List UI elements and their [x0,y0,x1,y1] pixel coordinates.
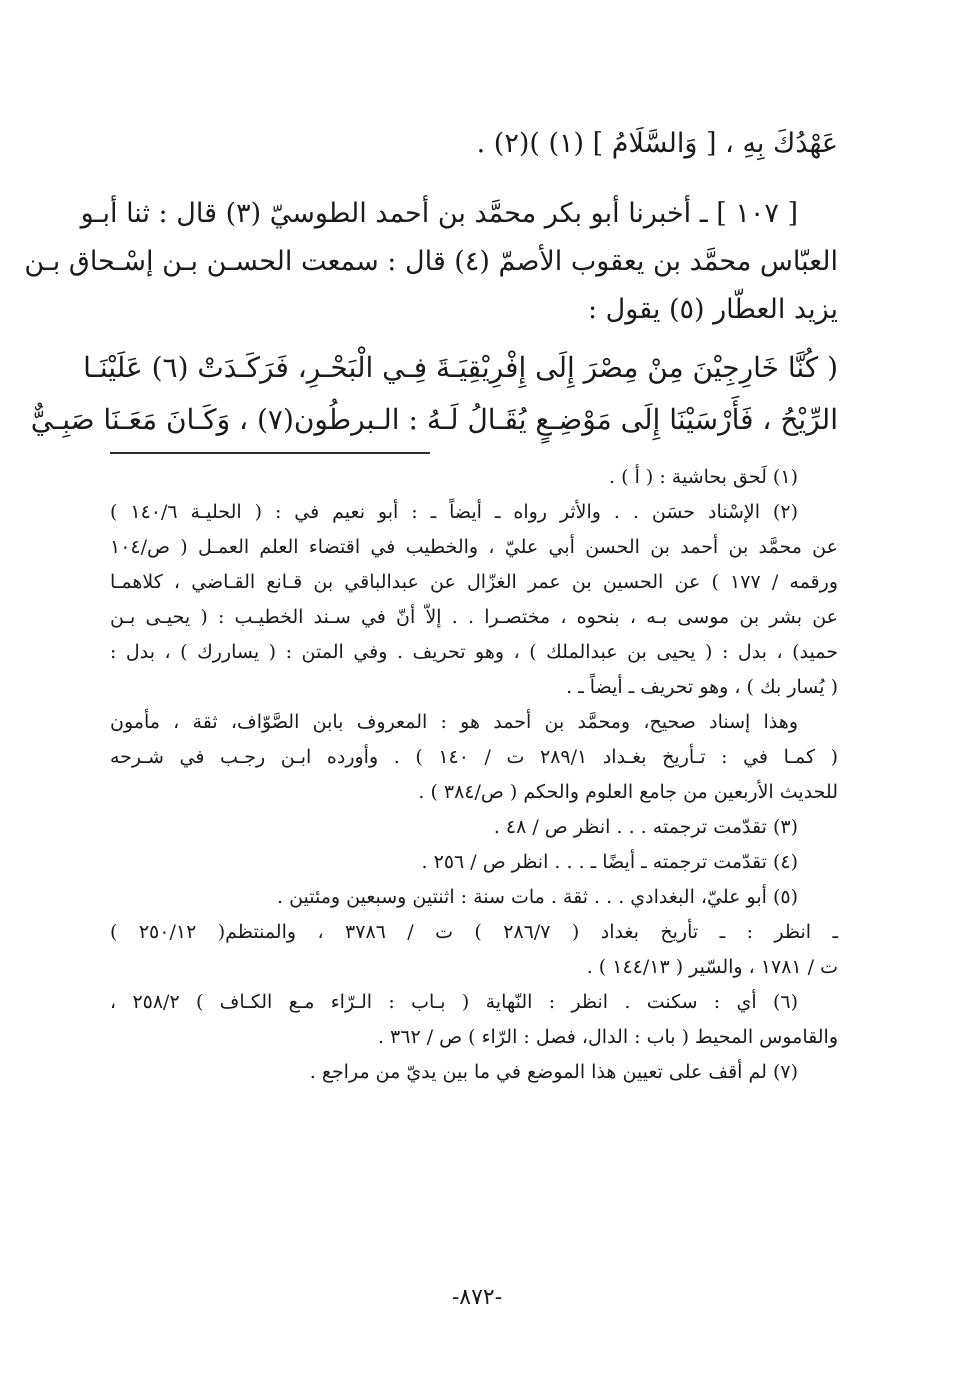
footnote-line: (٧) لم أقف على تعيين هذا الموضع في ما بين يديّ من مراجع . [309,1061,798,1083]
footnote-line: (٣) تقدّمت ترجمته . . . انظر ص / ٤٨ . [493,816,798,838]
footnote-line: عن محمَّد بن أحمد بن الحسن أبي عليّ ، والخطيب في اقتضاء العلم العمـل ( ص/١٠٤ [110,536,838,558]
main-line: يزيد العطّار (٥) يقول : [587,294,838,325]
footnote-line: حميد) ، بدل : ( يحيى بن عبدالملك ) ، وهو تحريف . وفي المتن : ( يساررك ) ، بدل : [110,641,838,663]
main-line: العبّاس محمَّد بن يعقوب الأصمّ (٤) قال : سمعت الحسـن بـن إسْـحاق بـن [24,246,838,277]
footnote-line: ورقمه / ١٧٧ ) عن الحسين بن عمر الغزّال عن عبدالباقي بن قـانع القـاضي ، كلاهمـا [110,571,838,593]
book-page [24,120,839,1340]
page-number: -٨٧٢- [451,1285,503,1310]
footnote-line: ت / ١٧٨١ ، والسّير ( ١٤٤/١٣ ) . [586,956,838,978]
footnote-line: (٦) أي : سكنت . انظر : النّهاية ( بـاب : الـرّاء مـع الكـاف ) ٢٥٨/٢ ، [110,991,798,1013]
footnote-line: (١) لَحق بحاشية : ( أ ) . [609,466,798,488]
footnote-separator [110,452,430,454]
footnotes [110,460,838,1090]
footnote-line: للحديث الأربعين من جامع العلوم والحكم ( ص/٣٨٤ ) . [418,781,838,803]
hadith-line: الرِّيْحُ ، فَأَرْسَيْنَا إِلَى مَوْضِـعٍ يُقَـالُ لَـهُ : الـبرطُون(٧) ، وَكَـانَ مَعَـنَا صَبِـيٌّ [30,403,838,436]
footnote-line: والقاموس المحيط ( باب : الدال، فصل : الرّاء ) ص / ٣٦٢ . [377,1026,838,1048]
main-text [24,120,838,334]
footnote-line: (٤) تقدّمت ترجمته ـ أيضًا ـ . . . انظر ص / ٢٥٦ . [421,851,798,873]
footnote-line: عن بشر بن موسى بـه ، بنحوه ، مختصـرا . . إلاّ أنّ في سـند الخطيـب : ( يحيـى بـن [110,606,838,628]
footnote-line: ( كمـا في : تـأريخ بغـداد ٢٨٩/١ ت / ١٤٠ ) . وأورده ابـن رجـب في شـرحه [110,746,838,768]
hadith-text [30,342,838,446]
hadith-line: ( كُنَّا خَارِجِيْنَ مِنْ مِصْرَ إِلَى إِفْرِيْقِيَـةَ فِـي الْبَحْـرِ، فَرَكَـدَتْ (٦) عَلَيْنَـا [83,351,838,384]
footnote-line: ـ انظر : ـ تأريخ بغداد ( ٢٨٦/٧ ) ت / ٣٧٨٦ ، والمنتظم( ٢٥٠/١٢ ) [110,921,839,943]
footnote-line: (٥) أبو عليّ، البغدادي . . . ثقة . مات سنة : اثنتين وسبعين ومئتين . [277,886,798,908]
footnote-line: ( يُسار بك ) ، وهو تحريف ـ أيضاً ـ . [566,676,838,698]
main-line: عَهْدُكَ بِهِ ، [ وَالسَّلَامُ ] (١) )(٢) . [476,128,838,159]
main-line: [ ١٠٧ ] ـ أخبرنا أبو بكر محمَّد بن أحمد الطوسيّ (٣) قال : ثنا أبـو [80,198,798,229]
footnote-line: وهذا إسناد صحيح، ومحمَّد بن أحمد هو : المعروف بابن الصَّوّاف، ثقة ، مأمون [110,711,798,733]
footnote-line: (٢) الإسْناد حسَن . . والأثر رواه ـ أيضاً ـ : أبو نعيم في : ( الحليـة ١٤٠/٦ ) [110,501,798,523]
